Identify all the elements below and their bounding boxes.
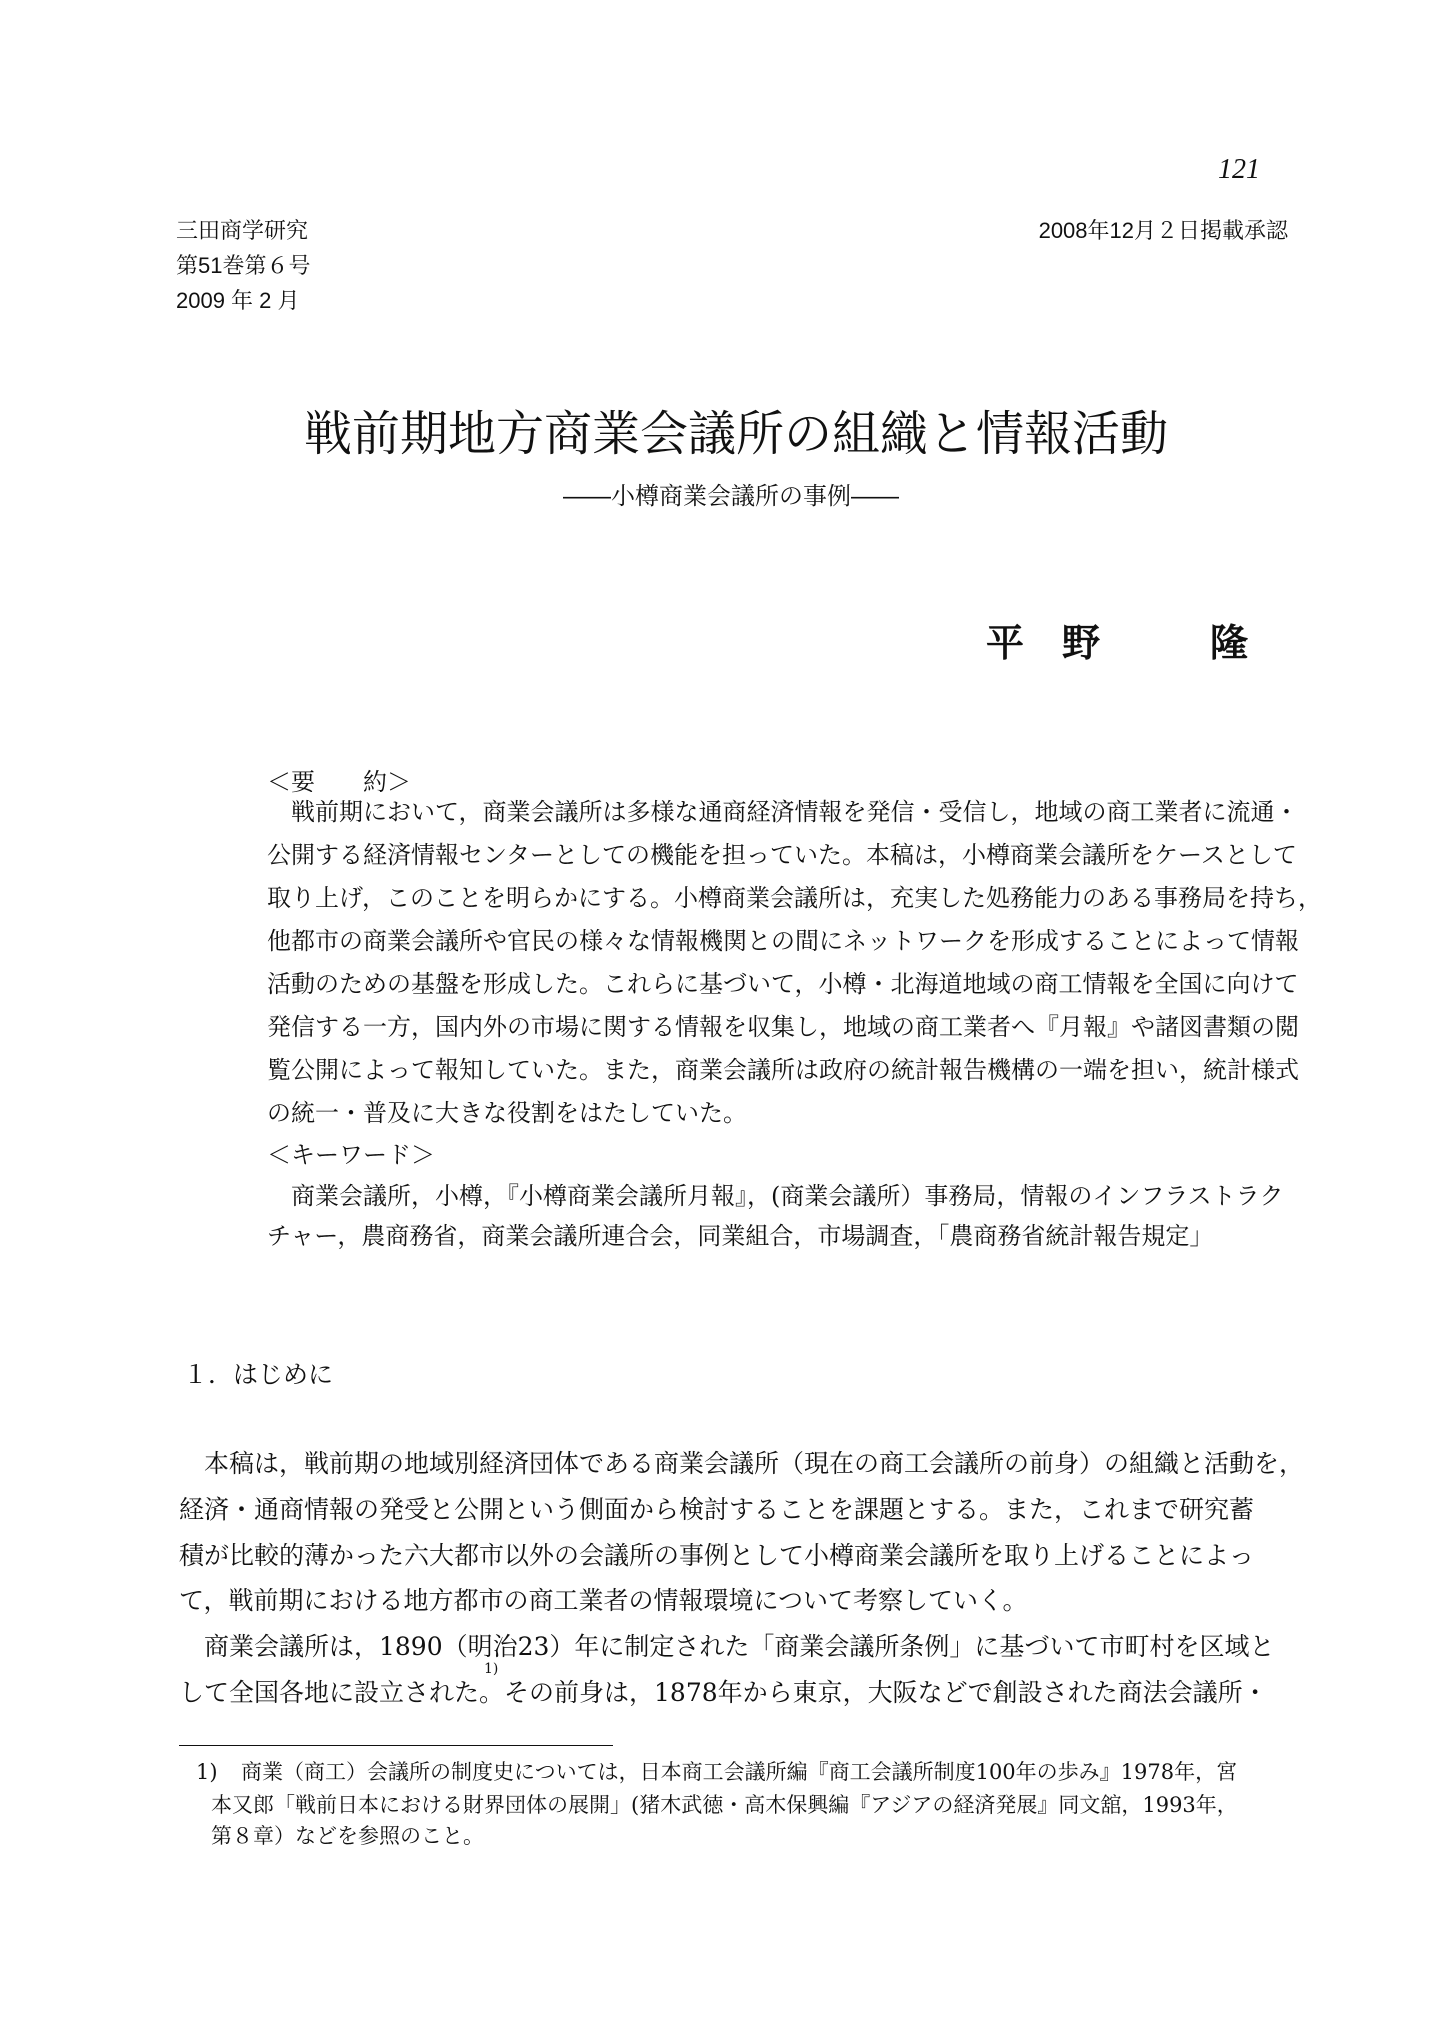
journal-date: 2009 年 2 月 bbox=[176, 288, 300, 313]
body-line: 商業会議所は，1890（明治23）年に制定された「商業会議所条例」に基づいて市町村を区域と bbox=[179, 1632, 1275, 1661]
footnote-divider bbox=[179, 1745, 613, 1746]
footnote-reference[interactable]: 1) bbox=[484, 1661, 499, 1677]
abstract-line: 覧公開によって報知していた。また，商業会議所は政府の統計報告機構の一端を担い，統計様式 bbox=[267, 1056, 1299, 1084]
abstract-line: の統一・普及に大きな役割をはたしていた。 bbox=[267, 1099, 747, 1127]
body-line: て，戦前期における地方都市の商工業者の情報環境について考察していく。 bbox=[179, 1586, 1028, 1615]
paper-title: 戦前期地方商業会議所の組織と情報活動 bbox=[304, 406, 1169, 462]
paper-subtitle: ――小樽商業会議所の事例―― bbox=[563, 482, 899, 510]
body-line: 積が比較的薄かった六大都市以外の会議所の事例として小樽商業会議所を取り上げることによっ bbox=[179, 1541, 1255, 1570]
author-family-name: 平 野 bbox=[986, 620, 1101, 665]
footnote-line: 商業（商工）会議所の制度史については，日本商工会議所編『商工会議所制度100年の歩み』1978年，宮 bbox=[241, 1760, 1238, 1784]
abstract-line: 他都市の商業会議所や官民の様々な情報機関との間にネットワークを形成することによって情報 bbox=[267, 927, 1299, 955]
keywords-line: チャー，農商務省，商業会議所連合会，同業組合，市場調査，「農商務省統計報告規定」 bbox=[267, 1222, 1214, 1250]
keywords-line: 商業会議所，小樽，『小樽商業会議所月報』，(商業会議所）事務局，情報のインフラストラク bbox=[267, 1182, 1284, 1210]
abstract-line: 公開する経済情報センターとしての機能を担っていた。本稿は，小樽商業会議所をケースとして bbox=[267, 841, 1297, 869]
footnote-line: 第８章）などを参照のこと。 bbox=[211, 1824, 484, 1848]
abstract-line: 取り上げ，このことを明らかにする。小樽商業会議所は，充実した処務能力のある事務局を持ち， bbox=[267, 884, 1323, 912]
journal-name: 三田商学研究 bbox=[176, 218, 309, 243]
acceptance-date: 2008年12月２日掲載承認 bbox=[1038, 218, 1288, 243]
abstract-line: 活動のための基盤を形成した。これらに基づいて，小樽・北海道地域の商工情報を全国に向けて bbox=[267, 970, 1299, 998]
author-given-name: 隆 bbox=[1210, 620, 1249, 665]
abstract-line: 発信する一方，国内外の市場に関する情報を収集し，地域の商工業者へ『月報』や諸図書類の閲 bbox=[267, 1013, 1299, 1041]
section-heading: １．はじめに bbox=[183, 1360, 334, 1389]
keywords-heading: ＜キーワード＞ bbox=[267, 1141, 435, 1169]
footnote-marker: 1) bbox=[196, 1760, 218, 1784]
page-number: 121 bbox=[1218, 154, 1260, 185]
author bbox=[986, 620, 1249, 665]
journal-volume: 第51巻第６号 bbox=[176, 253, 311, 278]
abstract-line: 戦前期において，商業会議所は多様な通商経済情報を発信・受信し，地域の商工業者に流通・ bbox=[267, 798, 1299, 826]
body-line: 経済・通商情報の発受と公開という側面から検討することを課題とする。また，これまで研究蓄 bbox=[179, 1495, 1255, 1524]
body-line: して全国各地に設立された。その前身は，1878年から東京，大阪などで創設された商法会議所・ bbox=[179, 1678, 1268, 1707]
abstract-heading: ＜要 約＞ bbox=[267, 768, 411, 796]
body-line: 本稿は，戦前期の地域別経済団体である商業会議所（現在の商工会議所の前身）の組織と活動を， bbox=[179, 1449, 1305, 1478]
footnote-line: 本又郎「戦前日本における財界団体の展開」(猪木武徳・高木保興編『アジアの経済発展』同文舘，1993年， bbox=[211, 1793, 1238, 1817]
